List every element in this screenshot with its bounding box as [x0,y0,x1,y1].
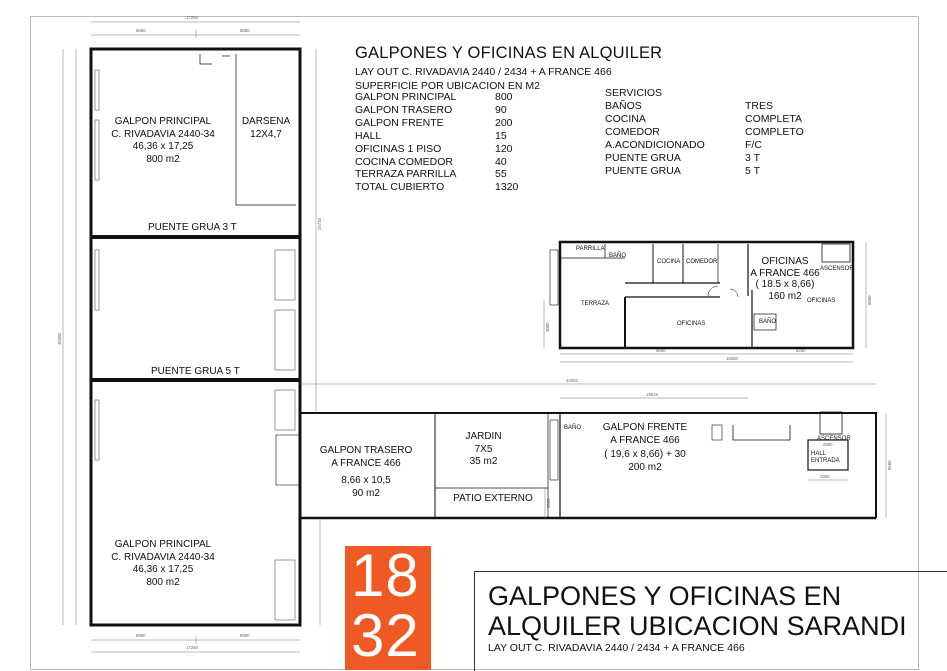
title-block-line2: ALQUILER UBICACION SARANDI [488,611,907,641]
bano-frente-label: BAÑO [564,425,582,431]
bano-label: BAÑO [609,253,627,259]
service-row: PUENTE GRUA 3 T [605,151,760,164]
hall-entrada-label: HALL ENTRADA [811,451,840,464]
service-row: COMEDOR COMPLETO [605,125,804,138]
surface-row: COCINA COMEDOR 40 [355,155,507,168]
oficinas-right-label: OFICINAS [807,298,836,304]
dim-bottom-right: 8590 [240,633,250,638]
surface-heading: SUPERFICIE POR UBICACION EN M2 [355,80,540,92]
bano-office-label: BAÑO [759,319,777,325]
service-row: PUENTE GRUA 5 T [605,164,760,177]
dim-bottom-total: 17250 [186,645,198,650]
ascensor-frente-label: ASCENSOR [817,436,851,442]
dim-hall-top: 2950 [823,442,833,447]
galpon-frente-label: GALPON FRENTE A FRANCE 466 ( 19,6 x 8,66) + 30 200 m2 [602,422,688,473]
dim-office-width: 18250 [726,356,738,361]
dim-hall-width: 3350 [820,474,830,479]
logo-text-top: 18 [351,546,420,609]
dim-office-a: 9600 [656,348,666,353]
dim-bottom-left: 8660 [136,633,146,638]
oficinas-france-label: OFICINAS A FRANCE 466 ( 18.5 x 8,66) 160 m2 [750,256,820,302]
terraza-label: TERRAZA [581,301,610,307]
service-row: COCINA COMPLETA [605,112,802,125]
comedor-label: COMEDOR [686,259,718,265]
parrilla-label: PARRILLA [576,246,605,252]
galpon-principal-bottom-label: GALPON PRINCIPAL C. RIVADAVIA 2440-34 46,36 x 17,25 800 m2 [111,539,215,588]
title-block-line1: GALPONES Y OFICINAS EN [488,581,842,611]
surface-row: TOTAL CUBIERTO 1320 [355,181,519,194]
ascensor-label: ASCENSOR [820,266,854,272]
service-row: BAÑOS TRES [605,100,774,112]
dim-top-left: 8660 [136,28,146,33]
dim-terrace-height: 3000 [545,322,550,332]
oficinas-small-label: OFICINAS [677,321,706,327]
services-heading: SERVICIOS [605,87,662,99]
service-row: A.ACONDICIONADO F/C [605,138,762,151]
logo-text-bottom: 32 [351,602,420,669]
surface-row: GALPON TRASERO 90 [355,103,507,116]
cocina-label: COCINA [657,259,681,265]
darsena-label: DARSENA 12X4,7 [241,116,291,140]
dim-top-right: 8590 [240,28,250,33]
crane-5t-label: PUENTE GRUA 5 T [151,366,240,377]
surface-row: GALPON PRINCIPAL 800 [355,91,513,103]
dim-frente-width: 19618 [646,392,658,397]
dim-left-total: 46360 [57,333,62,345]
surface-row: TERRAZA PARRILLA 55 [355,168,507,181]
surface-row: HALL 15 [355,129,507,142]
dim-office-b: 8250 [796,348,806,353]
dim-frente-total: 44002 [566,378,578,383]
surface-row: OFICINAS 1 PISO 120 [355,142,513,155]
patio-externo-label: PATIO EXTERNO [453,493,533,504]
dim-top-total: 17250 [186,15,198,20]
dim-vertical-right: 25735 [317,218,322,230]
crane-3t-label: PUENTE GRUA 3 T [148,222,237,233]
dim-patio-height: 3000 [546,498,551,508]
galpon-trasero-label: GALPON TRASERO A FRANCE 466 8,66 x 10,5 90 m2 [319,445,413,499]
dim-frente-height: 8660 [887,460,892,470]
services-table [605,100,804,177]
jardin-label: JARDIN 7X5 35 m2 [465,431,502,468]
surface-table [355,91,518,194]
galpon-principal-top-label: GALPON PRINCIPAL C. RIVADAVIA 2440-34 46,36 x 17,25 800 m2 [111,116,215,165]
header-layout-line: LAY OUT C. RIVADAVIA 2440 / 2434 + A FRANCE 466 [355,66,612,78]
title-block-line3: LAY OUT C. RIVADAVIA 2440 / 2434 + A FRANCE 466 [488,642,745,654]
dim-office-height: 8660 [867,295,872,305]
surface-row: GALPON FRENTE 200 [355,116,513,129]
header-title: GALPONES Y OFICINAS EN ALQUILER [355,44,663,62]
brand-logo [345,546,431,670]
